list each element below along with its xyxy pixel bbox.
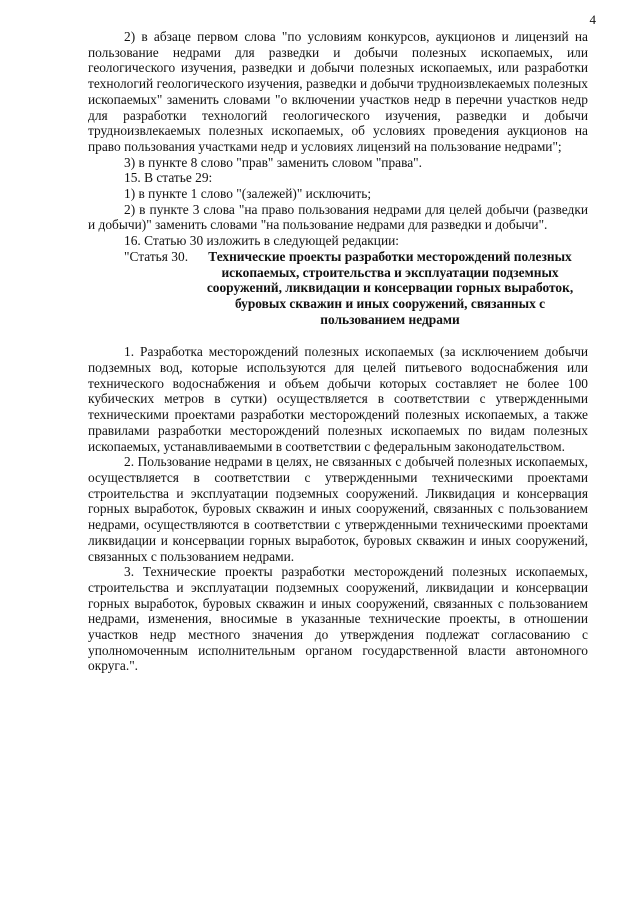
article-heading-title: Технические проекты разработки месторождений полезных ископаемых, строительства и эксплуатации подземных сооружений, ликвидации и консервации горных выработок, буровых скважин и иных сооружений, связанных с пользованием недрами [206,248,574,327]
article-paragraph-1: 1. Разработка месторождений полезных ископаемых (за исключением добычи подземных вод, которые используются для целей питьевого водоснабжения или технического водоснабжения и объем добычи которых составляет не более 100 кубических метров в сутки) осуществляется в соответствии с утвержденными техническими проектами разработки месторождений полезных ископаемых, а также правилами разработки месторождений полезных ископаемых по видам полезных ископаемых, устанавливаемыми в соответствии с федеральным законодательством. [88,344,588,454]
paragraph-item-3-punkt-8: 3) в пункте 8 слово "прав" заменить словом "права". [124,154,422,170]
article-heading [88,249,588,328]
spacer [88,327,588,344]
article-paragraph-2: 2. Пользование недрами в целях, не связанных с добычей полезных ископаемых, осуществляется в соответствии с утвержденными техническими проектами строительства и эксплуатации подземных сооружений. Ликвидация и консервация горных выработок, буровых скважин и иных сооружений, связанных с пользованием недрами, осуществляются в соответствии с утвержденными техническими проектами ликвидации и консервации горных выработок, буровых скважин и иных сооружений, связанных с пользованием недрами. [88,454,588,564]
document-body [88,29,588,674]
paragraph-section-15-item-2: 2) в пункте 3 слова "на право пользования недрами для целей добычи (разведки и добычи)" заменить словами "на пользование недрами для разведки и добычи". [88,201,588,233]
paragraph-section-15: 15. В статье 29: [124,170,213,186]
article-heading-prefix: "Статья 30. [124,248,189,264]
article-paragraph-3: 3. Технические проекты разработки месторождений полезных ископаемых, строительства и эксплуатации подземных сооружений, ликвидации и консервации горных выработок, буровых скважин и иных сооружений, связанных с пользованием недрами, изменения, вносимые в указанные технические проекты, в отношении участков недр местного значения до утверждения подлежат согласованию с уполномоченным исполнительным органом государственной власти автономного округа.". [88,564,588,674]
paragraph-section-16: 16. Статью 30 изложить в следующей редакции: [124,233,400,249]
paragraph-item-2-abzac: 2) в абзаце первом слова "по условиям конкурсов, аукционов и лицензий на пользование недрами для разведки и добычи полезных ископаемых, или геологического изучения, разведки и добычи полезных ископаемых, или разработки технологий геологического изучения, разведки и добычи трудноизвлекаемых полезных ископаемых" заменить словами "о включении участков недр в перечни участков недр для разработки технологий геологического изучения, разведки и добычи трудноизвлекаемых полезных ископаемых, об условиях проведения аукционов на право пользования участками недр и условиях лицензий на пользование недрами"; [88,29,588,154]
page-number: 4 [589,12,596,27]
paragraph-section-15-item-1: 1) в пункте 1 слово "(залежей)" исключить; [124,186,372,202]
